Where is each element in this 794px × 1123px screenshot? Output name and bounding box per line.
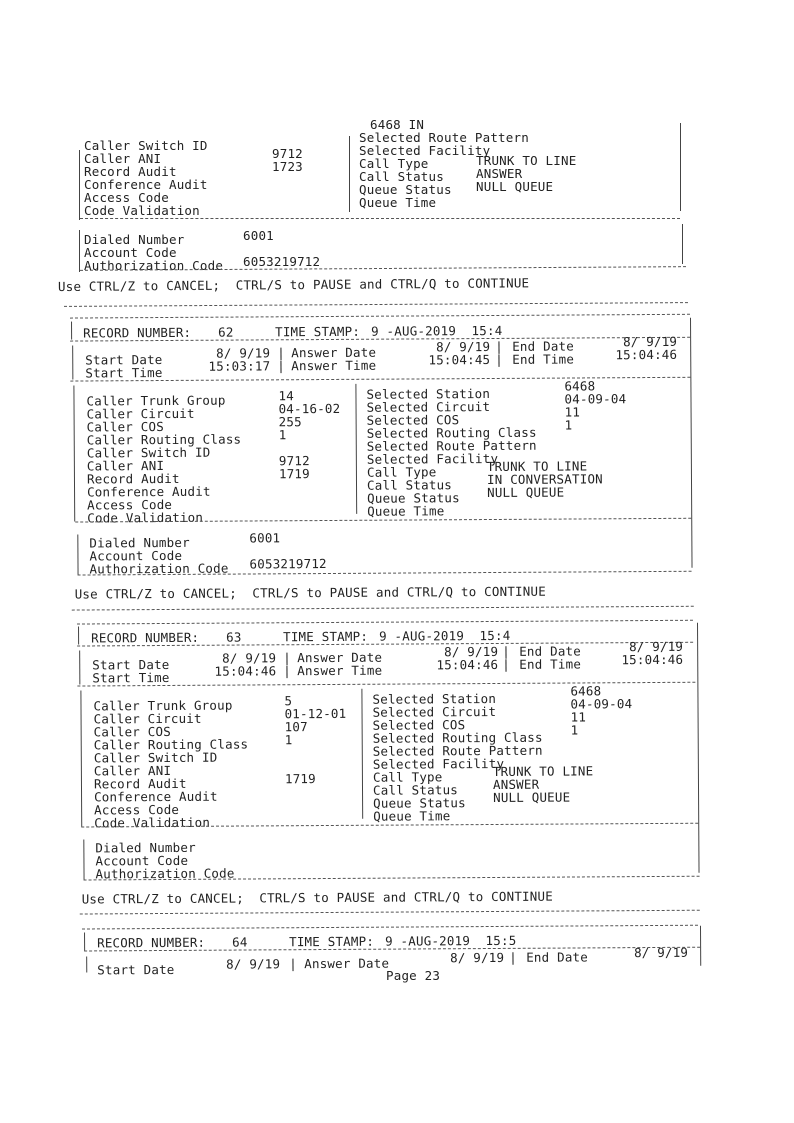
label-selected-facility: Selected Facility (366, 450, 499, 467)
border-line (682, 224, 683, 264)
border-line (78, 627, 79, 645)
column-divider: | (495, 338, 503, 354)
label-call-status: Call Status (359, 169, 444, 184)
selected-station-value: 6468 (564, 378, 596, 394)
answer-time-value: 15:04:45 (428, 352, 491, 368)
queue-status-value: NULL QUEUE (493, 789, 571, 805)
label-caller-routing-class: Caller Routing Class (93, 736, 249, 753)
label-caller-switch-id: Caller Switch ID (86, 444, 211, 461)
call-type-value: TRUNK TO LINE (492, 763, 594, 779)
label-selected-routing-class: Selected Routing Class (372, 729, 543, 746)
record-audit-value: 1719 (278, 466, 310, 482)
label-end-date: End Date (512, 338, 575, 354)
label-answer-date: Answer Date (304, 955, 390, 972)
label-start-date: Start Date (97, 961, 175, 978)
dialed-number-value: 6001 (249, 530, 281, 546)
column-divider: | (509, 949, 517, 965)
caller-trunk-group-value: 5 (284, 693, 293, 709)
label-code-validation: Code Validation (84, 203, 200, 218)
label-caller-switch-id: Caller Switch ID (93, 749, 218, 766)
selected-routing-class-value: 1 (564, 417, 573, 433)
border-line (71, 322, 72, 340)
label-start-date: Start Date (85, 352, 163, 368)
label-caller-cos: Caller COS (93, 723, 171, 740)
label-conference-audit: Conference Audit (94, 788, 218, 805)
answer-date-value: 8/ 9/19 (436, 339, 491, 355)
column-divider (361, 689, 363, 819)
dashed-divider (77, 682, 695, 687)
start-date-value: 8/ 9/19 (226, 956, 281, 972)
call-status-value: IN CONVERSATION (486, 471, 603, 488)
call-type-value: TRUNK TO LINE (476, 153, 577, 168)
caller-circuit-value: 04-16-02 (278, 400, 341, 417)
queue-status-value: NULL QUEUE (487, 484, 565, 501)
label-end-time: End Time (519, 656, 582, 672)
label-record-audit: Record Audit (84, 164, 177, 179)
dashed-divider (70, 314, 690, 319)
label-answer-time: Answer Time (291, 357, 377, 374)
label-caller-cos: Caller COS (86, 419, 164, 435)
authorization-code-value: 6053219712 (249, 556, 327, 572)
label-account-code: Account Code (89, 547, 183, 564)
selected-circuit-value: 04-09-04 (570, 696, 633, 712)
column-divider: | (502, 643, 510, 659)
continue-prompt: Use CTRL/Z to CANCEL; CTRL/S to PAUSE and CTRL/Q to CONTINUE (74, 583, 546, 602)
border-line (84, 932, 85, 950)
label-start-time: Start Time (85, 365, 163, 381)
label-answer-time: Answer Time (297, 662, 383, 679)
label-code-validation: Code Validation (94, 814, 211, 831)
selected-routing-class-value: 1 (570, 722, 579, 738)
dashed-divider (77, 620, 693, 625)
selected-station-value: 6468 (570, 683, 602, 699)
record-number-label: RECORD NUMBER: (97, 934, 206, 951)
selected-cos-value: 11 (564, 404, 581, 420)
label-caller-ani: Caller ANI (84, 151, 162, 166)
label-end-time: End Time (512, 351, 575, 367)
end-date-value: 8/ 9/19 (629, 638, 684, 655)
end-date-value: 8/ 9/19 (623, 333, 678, 350)
caller-circuit-value: 01-12-01 (284, 705, 347, 722)
time-stamp-value: 9 -AUG-2019 15:5 (385, 932, 517, 949)
column-divider: | (289, 956, 297, 972)
label-caller-routing-class: Caller Routing Class (86, 431, 242, 448)
dashed-divider (72, 606, 694, 611)
label-start-time: Start Time (92, 669, 170, 686)
label-caller-ani: Caller ANI (93, 762, 172, 779)
border-line (79, 230, 80, 272)
start-time-value: 15:03:17 (208, 358, 271, 374)
caller-routing-class-value: 1 (284, 732, 293, 748)
start-time-value: 15:04:46 (214, 663, 277, 679)
column-divider: | (277, 345, 285, 361)
queue-status-value: NULL QUEUE (476, 179, 554, 194)
start-date-value: 8/ 9/19 (216, 345, 271, 361)
dashed-divider (70, 377, 690, 382)
label-queue-status: Queue Status (359, 182, 452, 197)
caller-trunk-group-value: 14 (278, 388, 294, 404)
dashed-divider (82, 925, 698, 930)
start-date-value: 8/ 9/19 (222, 650, 277, 666)
answer-date-value: 8/ 9/19 (450, 949, 505, 966)
time-stamp-label: TIME STAMP: (283, 628, 369, 645)
label-queue-status: Queue Status (373, 795, 466, 811)
label-selected-circuit: Selected Circuit (372, 703, 497, 720)
answer-date-value: 8/ 9/19 (444, 643, 499, 660)
end-time-value: 15:04:46 (615, 346, 678, 363)
border-line (72, 346, 73, 380)
label-caller-trunk-group: Caller Trunk Group (86, 392, 226, 409)
label-record-audit: Record Audit (86, 470, 180, 487)
column-divider (349, 136, 350, 212)
selected-cos-value: 11 (570, 709, 587, 725)
record-audit-value: 1719 (284, 771, 316, 787)
label-answer-date: Answer Date (291, 344, 377, 361)
record-number-value: 64 (232, 934, 248, 950)
label-call-type: Call Type (366, 464, 437, 480)
record-audit-value: 1723 (272, 159, 303, 174)
route-pattern-value: 6468 IN (370, 117, 425, 132)
border-line (80, 691, 82, 827)
label-end-date: End Date (519, 643, 582, 659)
label-dialed-number: Dialed Number (89, 534, 190, 551)
label-call-type: Call Type (372, 769, 443, 785)
label-access-code: Access Code (84, 190, 169, 205)
end-time-value: 15:04:46 (621, 651, 684, 668)
border-line (77, 535, 78, 575)
label-selected-station: Selected Station (366, 386, 491, 402)
caller-ani-value: 9712 (272, 146, 303, 161)
border-line (73, 386, 75, 522)
label-call-status: Call Status (366, 477, 453, 493)
continue-prompt: Use CTRL/Z to CANCEL; CTRL/S to PAUSE and CTRL/Q to CONTINUE (81, 888, 553, 907)
record-number-value: 63 (226, 629, 242, 645)
record-number-label: RECORD NUMBER: (83, 324, 192, 341)
label-queue-time: Queue Time (359, 195, 437, 210)
caller-routing-class-value: 1 (278, 427, 287, 443)
label-caller-circuit: Caller Circuit (86, 405, 195, 422)
label-selected-route-pattern: Selected Route Pattern (366, 437, 537, 454)
label-conference-audit: Conference Audit (87, 483, 211, 500)
caller-ani-value: 9712 (278, 453, 310, 469)
column-divider: | (283, 663, 292, 679)
border-line (697, 623, 700, 873)
label-selected-circuit: Selected Circuit (366, 399, 491, 415)
time-stamp-value: 9 -AUG-2019 15:4 (371, 322, 503, 339)
label-account-code: Account Code (84, 245, 177, 260)
call-status-value: ANSWER (492, 776, 540, 792)
label-selected-facility: Selected Facility (372, 755, 505, 772)
column-divider (355, 384, 357, 514)
label-caller-trunk-group: Caller Trunk Group (93, 697, 233, 714)
call-type-value: TRUNK TO LINE (486, 458, 588, 475)
label-queue-time: Queue Time (367, 503, 445, 519)
page-number: Page 23 (386, 968, 441, 983)
label-authorization-code: Authorization Code (84, 258, 224, 273)
border-line (79, 150, 80, 220)
label-selected-facility: Selected Facility (359, 143, 491, 158)
label-selected-cos: Selected COS (372, 717, 466, 733)
label-code-validation: Code Validation (87, 509, 204, 526)
border-line (79, 651, 80, 685)
time-stamp-label: TIME STAMP: (275, 323, 361, 340)
label-caller-switch-id: Caller Switch ID (84, 138, 208, 153)
dashed-divider (64, 302, 688, 307)
label-caller-ani: Caller ANI (86, 458, 165, 474)
caller-cos-value: 107 (284, 719, 308, 735)
label-conference-audit: Conference Audit (84, 177, 208, 192)
column-divider: | (277, 358, 286, 374)
label-authorization-code: Authorization Code (89, 560, 229, 577)
authorization-code-value: 6053219712 (243, 254, 321, 269)
time-stamp-label: TIME STAMP: (289, 933, 375, 950)
label-selected-cos: Selected COS (366, 412, 460, 428)
call-status-value: ANSWER (476, 166, 523, 181)
end-date-value: 8/ 9/19 (634, 944, 689, 961)
caller-cos-value: 255 (278, 414, 302, 430)
border-line (700, 926, 701, 966)
record-number-label: RECORD NUMBER: (91, 629, 200, 646)
label-selected-route-pattern: Selected Route Pattern (372, 742, 543, 759)
label-selected-routing-class: Selected Routing Class (366, 424, 537, 441)
border-line (690, 318, 693, 568)
label-record-audit: Record Audit (93, 775, 187, 792)
column-divider: | (283, 650, 291, 666)
time-stamp-value: 9 -AUG-2019 15:4 (379, 627, 511, 644)
dialed-number-value: 6001 (243, 228, 274, 243)
continue-prompt: Use CTRL/Z to CANCEL; CTRL/S to PAUSE and CTRL/Q to CONTINUE (57, 275, 530, 294)
label-queue-time: Queue Time (373, 808, 451, 824)
border-line (86, 956, 87, 972)
label-dialed-number: Dialed Number (84, 232, 185, 247)
label-access-code: Access Code (87, 496, 173, 513)
label-account-code: Account Code (95, 852, 189, 869)
label-call-type: Call Type (359, 156, 429, 171)
label-caller-circuit: Caller Circuit (93, 710, 202, 727)
column-divider: | (495, 351, 504, 367)
label-selected-route-pattern: Selected Route Pattern (359, 130, 529, 145)
record-number-value: 62 (218, 324, 234, 340)
dashed-divider (80, 910, 700, 915)
dashed-divider (80, 218, 680, 219)
label-dialed-number: Dialed Number (95, 839, 196, 856)
label-selected-station: Selected Station (372, 690, 497, 707)
label-call-status: Call Status (372, 782, 459, 798)
column-divider: | (502, 656, 511, 672)
answer-time-value: 15:04:46 (436, 656, 499, 673)
label-authorization-code: Authorization Code (95, 865, 235, 882)
label-queue-status: Queue Status (367, 490, 460, 506)
border-line (680, 123, 681, 211)
label-answer-date: Answer Date (297, 649, 383, 666)
label-end-date: End Date (526, 949, 589, 965)
label-start-date: Start Date (92, 656, 170, 673)
label-access-code: Access Code (94, 801, 180, 818)
border-line (83, 839, 84, 879)
selected-circuit-value: 04-09-04 (564, 391, 627, 407)
